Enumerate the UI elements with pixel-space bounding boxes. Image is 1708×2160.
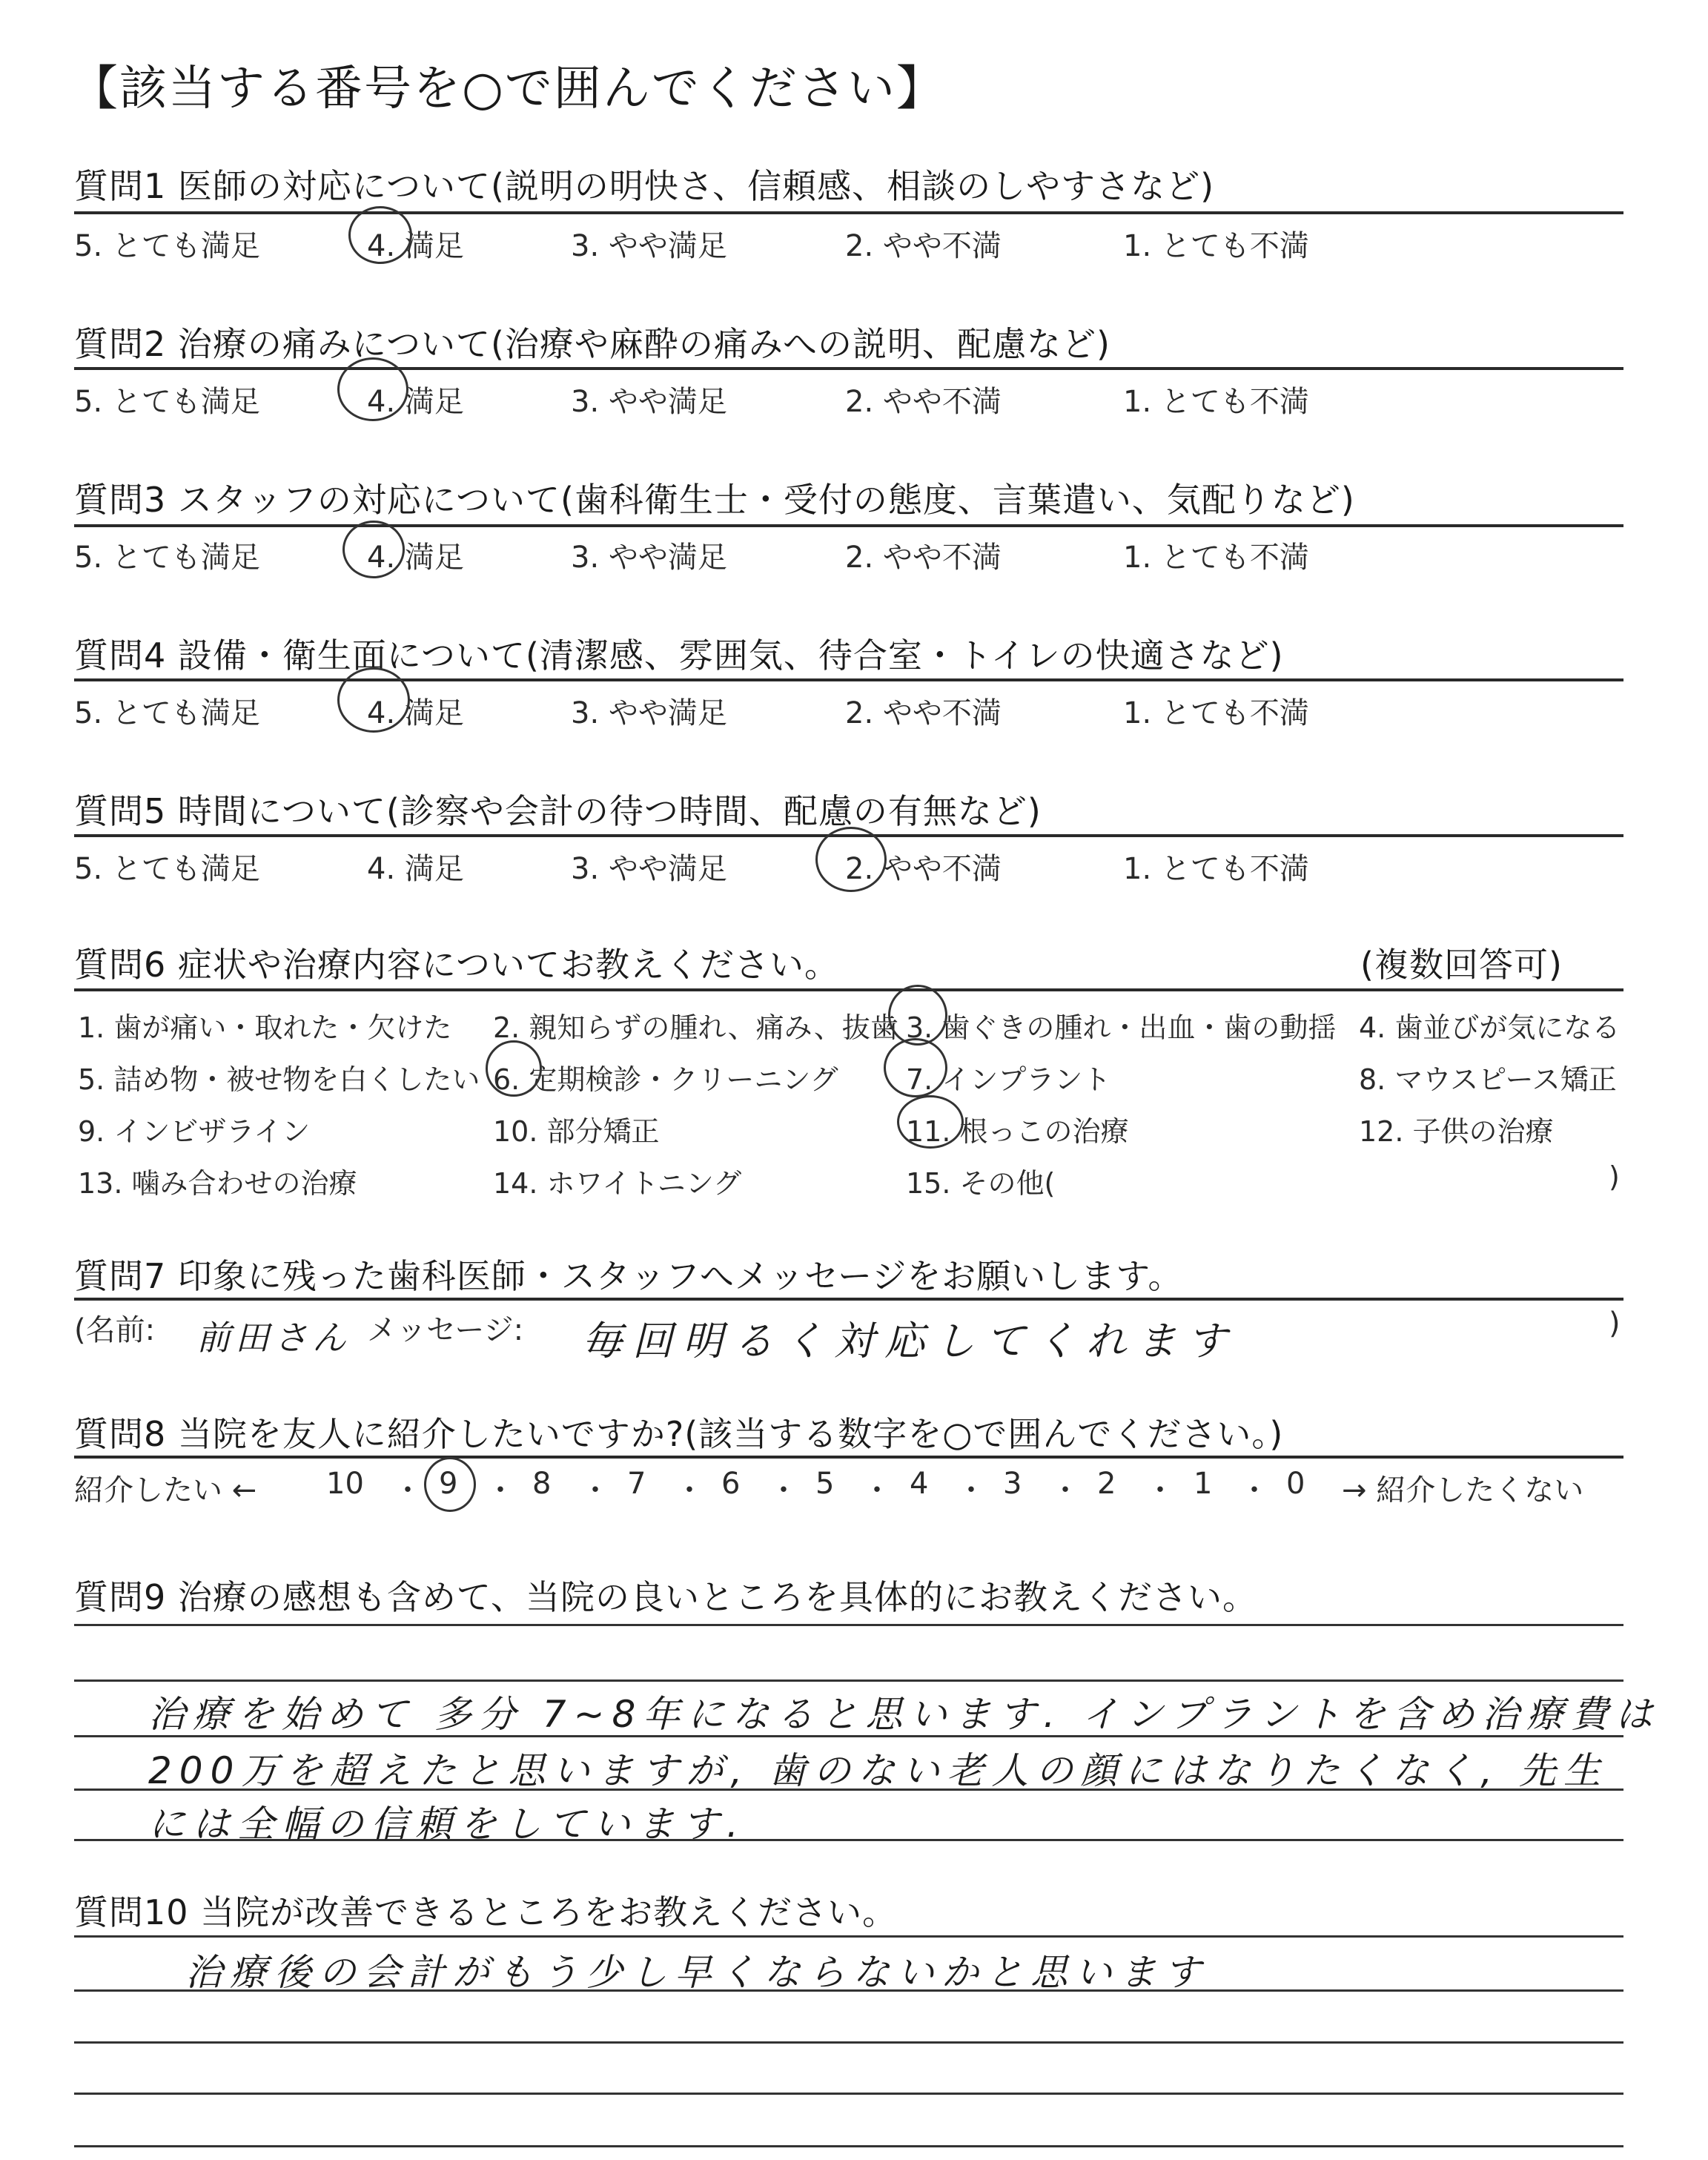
q8-scale-5[interactable]: 5 bbox=[815, 1467, 835, 1501]
q5-option-5[interactable]: 5. とても満足 bbox=[74, 852, 260, 886]
question-3-title: 質問3 スタッフの対応について(歯科衛生士・受付の態度、言葉遣い、気配りなど) bbox=[74, 480, 1355, 520]
q7-message-value[interactable]: 毎回明るく対応してくれます bbox=[582, 1318, 1237, 1364]
q8-selection-circle bbox=[424, 1457, 476, 1512]
q8-dot: ・ bbox=[956, 1473, 986, 1507]
q8-scale-1[interactable]: 1 bbox=[1194, 1467, 1213, 1501]
q9-line bbox=[74, 1624, 1623, 1626]
q5-option-3[interactable]: 3. やや満足 bbox=[571, 852, 727, 886]
q8-scale-10[interactable]: 10 bbox=[326, 1467, 364, 1501]
q8-right-label: → 紹介したくない bbox=[1342, 1473, 1584, 1507]
q10-answer-line-1[interactable]: 治療後の会計がもう少し早くならないかと思います bbox=[185, 1951, 1208, 1994]
q2-option-2[interactable]: 2. やや不満 bbox=[845, 385, 1002, 419]
q8-scale-2[interactable]: 2 bbox=[1097, 1467, 1116, 1501]
q6-option-15-close: ) bbox=[1609, 1160, 1620, 1193]
q6-option-5[interactable]: 5. 詰め物・被せ物を白くしたい bbox=[78, 1063, 480, 1096]
q2-option-3[interactable]: 3. やや満足 bbox=[571, 385, 727, 419]
q8-dot: ・ bbox=[393, 1473, 423, 1507]
question-4-rule bbox=[74, 678, 1623, 681]
form-title: 【該当する番号を○で囲んでください】 bbox=[70, 62, 945, 116]
q6-option-7[interactable]: 7. インプラント bbox=[906, 1063, 1111, 1096]
question-8-title: 質問8 当院を友人に紹介したいですか?(該当する数字を○で囲んでください。) bbox=[74, 1414, 1284, 1454]
q9-answer-line-3[interactable]: には全幅の信頼をしています. bbox=[148, 1803, 746, 1846]
q9-answer-line-2[interactable]: 200万を超えたと思いますが, 歯のない老人の顔にはなりたくなく, 先生 bbox=[148, 1749, 1609, 1792]
q7-name-label: (名前: bbox=[74, 1313, 156, 1347]
q3-option-1[interactable]: 1. とても不満 bbox=[1123, 541, 1309, 575]
q8-scale-9[interactable]: 9 bbox=[439, 1467, 458, 1501]
q6-option-10[interactable]: 10. 部分矯正 bbox=[493, 1115, 660, 1148]
q8-scale-6[interactable]: 6 bbox=[721, 1467, 741, 1501]
question-2-title: 質問2 治療の痛みについて(治療や麻酔の痛みへの説明、配慮など) bbox=[74, 324, 1110, 364]
q3-option-4[interactable]: 4. 満足 bbox=[367, 541, 464, 575]
question-6-rule bbox=[74, 988, 1623, 991]
q5-option-1[interactable]: 1. とても不満 bbox=[1123, 852, 1309, 886]
q4-option-3[interactable]: 3. やや満足 bbox=[571, 696, 727, 730]
q8-dot: ・ bbox=[769, 1473, 798, 1507]
q3-option-3[interactable]: 3. やや満足 bbox=[571, 541, 727, 575]
q8-dot: ・ bbox=[1239, 1473, 1269, 1507]
q10-line bbox=[74, 2145, 1623, 2147]
q1-selection-circle bbox=[348, 206, 412, 264]
question-7-title: 質問7 印象に残った歯科医師・スタッフへメッセージをお願いします。 bbox=[74, 1256, 1183, 1296]
q6-option-1[interactable]: 1. 歯が痛い・取れた・欠けた bbox=[78, 1011, 452, 1044]
q5-option-2[interactable]: 2. やや不満 bbox=[845, 852, 1002, 886]
question-5-title: 質問5 時間について(診察や会計の待つ時間、配慮の有無など) bbox=[74, 791, 1042, 831]
q6-option-14[interactable]: 14. ホワイトニング bbox=[493, 1167, 742, 1200]
q2-option-4[interactable]: 4. 満足 bbox=[367, 385, 464, 419]
q6-selection-circle-11 bbox=[897, 1095, 964, 1149]
q8-dot: ・ bbox=[862, 1473, 892, 1507]
q1-option-1[interactable]: 1. とても不満 bbox=[1123, 229, 1309, 263]
q5-option-4[interactable]: 4. 満足 bbox=[367, 852, 464, 886]
q7-name-value[interactable]: 前田さん bbox=[196, 1318, 351, 1358]
q1-option-5[interactable]: 5. とても満足 bbox=[74, 229, 260, 263]
q2-selection-circle bbox=[337, 357, 408, 421]
q6-option-15[interactable]: 15. その他( bbox=[906, 1167, 1056, 1200]
q6-option-13[interactable]: 13. 噛み合わせの治療 bbox=[78, 1167, 357, 1200]
q8-scale-7[interactable]: 7 bbox=[627, 1467, 646, 1501]
q7-close-paren: ) bbox=[1609, 1307, 1621, 1341]
q10-line bbox=[74, 2093, 1623, 2095]
q8-scale-3[interactable]: 3 bbox=[1003, 1467, 1022, 1501]
question-8-rule bbox=[74, 1456, 1623, 1459]
q4-option-2[interactable]: 2. やや不満 bbox=[845, 696, 1002, 730]
q8-dot: ・ bbox=[675, 1473, 704, 1507]
q8-dot: ・ bbox=[486, 1473, 515, 1507]
q8-dot: ・ bbox=[1145, 1473, 1175, 1507]
q6-selection-circle-3 bbox=[888, 985, 947, 1046]
q5-selection-circle bbox=[815, 827, 887, 892]
q2-option-1[interactable]: 1. とても不満 bbox=[1123, 385, 1309, 419]
q8-dot: ・ bbox=[1050, 1473, 1080, 1507]
question-4-title: 質問4 設備・衛生面について(清潔感、雰囲気、待合室・トイレの快適さなど) bbox=[74, 635, 1284, 676]
question-3-rule bbox=[74, 524, 1623, 527]
q8-scale-8[interactable]: 8 bbox=[532, 1467, 552, 1501]
q8-scale-4[interactable]: 4 bbox=[910, 1467, 929, 1501]
q6-option-11[interactable]: 11. 根っこの治療 bbox=[906, 1115, 1129, 1148]
question-6-title: 質問6 症状や治療内容についてお教えください。 bbox=[74, 945, 839, 985]
q4-selection-circle bbox=[337, 667, 410, 733]
question-9-title: 質問9 治療の感想も含めて、当院の良いところを具体的にお教えください。 bbox=[74, 1577, 1257, 1617]
q3-option-2[interactable]: 2. やや不満 bbox=[845, 541, 1002, 575]
q4-option-4[interactable]: 4. 満足 bbox=[367, 696, 464, 730]
q6-selection-circle-7 bbox=[884, 1038, 947, 1097]
q6-option-12[interactable]: 12. 子供の治療 bbox=[1359, 1115, 1554, 1148]
q6-option-2[interactable]: 2. 親知らずの腫れ、痛み、抜歯 bbox=[493, 1011, 898, 1044]
q4-option-5[interactable]: 5. とても満足 bbox=[74, 696, 260, 730]
question-1-rule bbox=[74, 211, 1623, 214]
q6-selection-circle-6 bbox=[486, 1040, 542, 1097]
q6-option-3[interactable]: 3. 歯ぐきの腫れ・出血・歯の動揺 bbox=[906, 1011, 1337, 1044]
q10-line bbox=[74, 2041, 1623, 2044]
q8-left-label: 紹介したい ← bbox=[74, 1473, 257, 1507]
question-7-rule bbox=[74, 1298, 1623, 1301]
q8-dot: ・ bbox=[580, 1473, 610, 1507]
q9-line bbox=[74, 1680, 1623, 1682]
q3-option-5[interactable]: 5. とても満足 bbox=[74, 541, 260, 575]
q1-option-2[interactable]: 2. やや不満 bbox=[845, 229, 1002, 263]
q9-answer-line-1[interactable]: 治療を始めて 多分 7~8年になると思います. インプラントを含め治療費は bbox=[148, 1693, 1661, 1736]
q10-line bbox=[74, 1935, 1623, 1938]
q8-scale-0[interactable]: 0 bbox=[1286, 1467, 1305, 1501]
question-2-rule bbox=[74, 367, 1623, 370]
q2-option-5[interactable]: 5. とても満足 bbox=[74, 385, 260, 419]
q6-option-6[interactable]: 6. 定期検診・クリーニング bbox=[493, 1063, 838, 1096]
q7-message-label: メッセージ: bbox=[367, 1313, 524, 1347]
question-10-title: 質問10 当院が改善できるところをお教えください。 bbox=[74, 1892, 898, 1932]
question-1-title: 質問1 医師の対応について(説明の明快さ、信頼感、相談のしやすさなど) bbox=[74, 166, 1215, 206]
question-6-note: (複数回答可) bbox=[1360, 945, 1563, 985]
q4-option-1[interactable]: 1. とても不満 bbox=[1123, 696, 1309, 730]
q3-selection-circle bbox=[342, 521, 405, 578]
q6-option-8[interactable]: 8. マウスピース矯正 bbox=[1359, 1063, 1617, 1096]
q6-option-9[interactable]: 9. インビザライン bbox=[78, 1115, 311, 1148]
q1-option-4[interactable]: 4. 満足 bbox=[367, 229, 464, 263]
q1-option-3[interactable]: 3. やや満足 bbox=[571, 229, 727, 263]
q6-option-4[interactable]: 4. 歯並びが気になる bbox=[1359, 1011, 1621, 1044]
